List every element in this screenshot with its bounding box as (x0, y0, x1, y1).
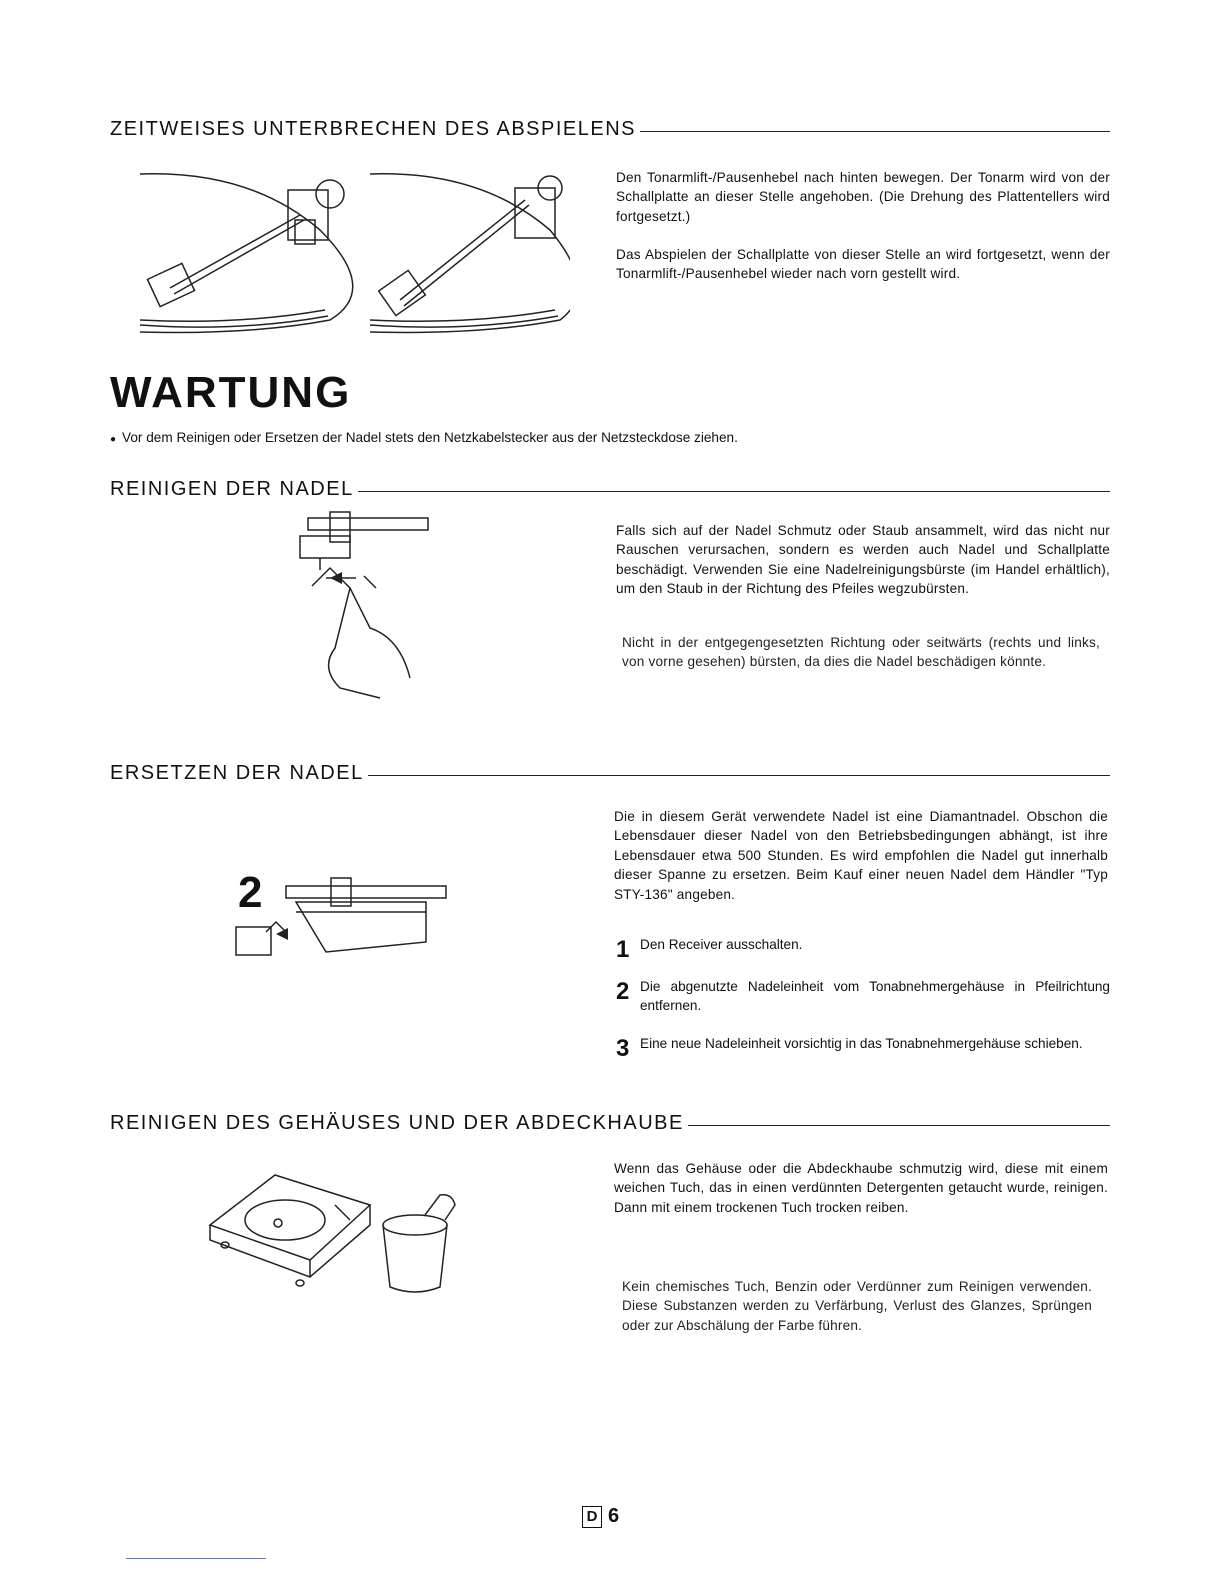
step-text: Eine neue Nadeleinheit vorsichtig in das Tonabnehmergehäuse schieben. (640, 1036, 1083, 1051)
step-number: 3 (616, 1035, 630, 1062)
bullet-text: Vor dem Reinigen oder Ersetzen der Nadel stets den Netzkabelstecker aus der Netzsteckdose ziehen. (122, 430, 738, 445)
clean-housing-para: Wenn das Gehäuse oder die Abdeckhaube schmutzig wird, diese mit einem weichen Tuch, das in einen verdünnten Detergenten getaucht wurde, reinigen. Dann mit einem trockenen Tuch trocken reiben. (614, 1161, 1108, 1215)
heading-text: REINIGEN DER NADEL (110, 477, 354, 500)
section-heading-clean-needle (110, 476, 1110, 502)
clean-needle-para: Falls sich auf der Nadel Schmutz oder Staub ansammelt, wird das nicht nur Rauschen verursachen, sondern es werden auch Nadel und Schallplatte beschädigt. Verwenden Sie eine Nadelreinigungsbürste (im Handel erhältlich), um den Staub in der Richtung des Pfeiles wegzubürsten. (616, 523, 1110, 597)
page-number-text: 6 (608, 1505, 620, 1527)
pause-para-1: Den Tonarmlift-/Pausenhebel nach hinten bewegen. Der Tonarm wird von der Schallplatte an dieser Stelle angehoben. (Die Drehung des Plattentellers wird fortgesetzt.) (616, 170, 1110, 224)
replace-step-2 (616, 977, 1110, 1016)
clean-needle-note: Nicht in der entgegengesetzten Richtung oder seitwärts (rechts und links, von vorne gesehen) bürsten, da dies die Nadel beschädigen könnte. (622, 635, 1100, 670)
section-heading-replace-needle (110, 760, 1110, 786)
step-text: Die abgenutzte Nadeleinheit vom Tonabnehmergehäuse in Pfeilrichtung entfernen. (640, 979, 1110, 1014)
step-number: 1 (616, 936, 630, 963)
footer-rule (126, 1558, 266, 1559)
language-box: D (582, 1506, 602, 1528)
heading-text: ZEITWEISES UNTERBRECHEN DES ABSPIELENS (110, 117, 636, 140)
replace-figure-label: 2 (238, 868, 263, 917)
page-number (582, 1505, 619, 1528)
heading-rule (358, 491, 1110, 492)
clean-housing-note: Kein chemisches Tuch, Benzin oder Verdünner zum Reinigen verwenden. Diese Substanzen werden zu Verfärbung, Verlust des Glanzes, Sprüngen oder zur Abschälung der Farbe führen. (622, 1279, 1092, 1333)
section-heading-pause (110, 116, 1110, 142)
replace-step-1 (616, 935, 1110, 963)
bullet-dot-icon: ● (110, 434, 117, 445)
pause-para-2: Das Abspielen der Schallplatte von dieser Stelle an wird fortgesetzt, wenn der Tonarmlift-/Pausenhebel wieder nach vorn gestellt wird. (616, 247, 1110, 282)
needle-replace-illustration (226, 872, 456, 972)
step-number: 2 (616, 978, 630, 1005)
heading-rule (368, 775, 1110, 776)
maintenance-bullet (110, 430, 738, 445)
heading-text: REINIGEN DES GEHÄUSES UND DER ABDECKHAUBE (110, 1111, 684, 1134)
tonearm-pause-illustration (130, 160, 570, 350)
needle-brush-illustration (290, 508, 440, 708)
heading-rule (640, 131, 1110, 132)
step-text: Den Receiver ausschalten. (640, 937, 803, 952)
section-heading-clean-housing (110, 1110, 1110, 1136)
replace-step-3 (616, 1034, 1110, 1062)
heading-rule (688, 1125, 1110, 1126)
housing-cleaning-illustration (200, 1165, 470, 1300)
replace-needle-para: Die in diesem Gerät verwendete Nadel ist eine Diamantnadel. Obschon die Lebensdauer dieser Nadel von den Betriebsbedingungen abhängt, ist ihre Lebensdauer etwa 500 Stunden. Es wird empfohlen die Nadel gut innerhalb dieser Spanne zu ersetzen. Beim Kauf einer neuen Nadel dem Händler "Typ STY-136" angeben. (614, 809, 1108, 902)
page-title: WARTUNG (110, 368, 352, 417)
heading-text: ERSETZEN DER NADEL (110, 761, 364, 784)
